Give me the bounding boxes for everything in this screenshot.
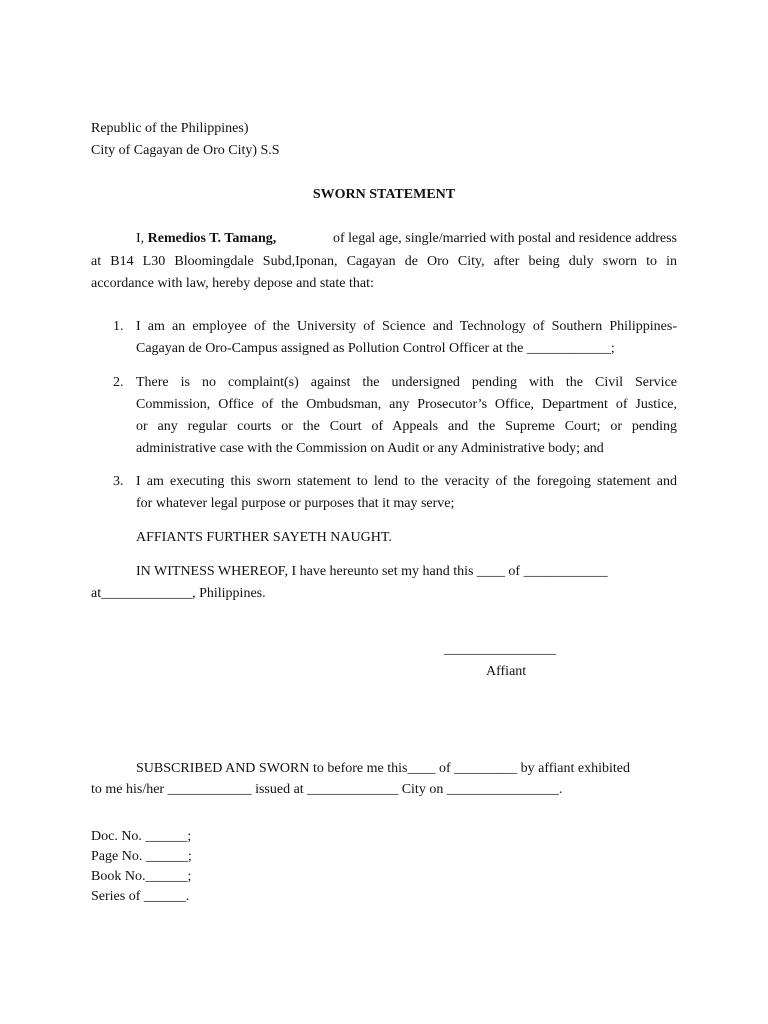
item-2-line-1: There is no complaint(s) against the undersigned pending with the Civil Service — [136, 375, 677, 390]
affiant-label: Affiant — [486, 664, 527, 679]
item-1-line-1: I am an employee of the University of Science and Technology of Southern Philippines- — [136, 319, 677, 334]
intro-line-1 — [136, 230, 677, 248]
document-title: SWORN STATEMENT — [312, 187, 456, 202]
header-republic: Republic of the Philippines) — [91, 121, 249, 136]
header-city: City of Cagayan de Oro City) S.S — [91, 143, 280, 158]
doc-no: Doc. No. ______; — [91, 829, 192, 844]
affiant-name: Remedios T. Tamang, — [147, 231, 277, 246]
item-1-line-2: Cagayan de Oro-Campus assigned as Pollution Control Officer at the ____________; — [136, 341, 615, 356]
subscribed-line-2: to me his/her ____________ issued at _____________ City on ________________. — [91, 782, 563, 797]
item-2-line-4: administrative case with the Commission on Audit or any Administrative body; and — [136, 441, 604, 456]
intro-line-3: accordance with law, hereby depose and state that: — [91, 276, 374, 291]
item-1-number: 1. — [113, 319, 124, 334]
series-of: Series of ______. — [91, 889, 190, 904]
item-2-line-3: or any regular courts or the Court of Appeals and the Supreme Court; or pending — [136, 419, 677, 434]
item-3-line-2: for whatever legal purpose or purposes that it may serve; — [136, 496, 455, 511]
page-no: Page No. ______; — [91, 849, 192, 864]
book-no: Book No.______; — [91, 869, 192, 884]
intro-line-2: at B14 L30 Bloomingdale Subd,Iponan, Cagayan de Oro City, after being duly sworn to in — [91, 254, 677, 269]
subscribed-line-1: SUBSCRIBED AND SWORN to before me this____ of _________ by affiant exhibited — [136, 761, 630, 776]
witness-line-1: IN WITNESS WHEREOF, I have hereunto set my hand this ____ of ____________ — [136, 564, 608, 579]
item-3-line-1: I am executing this sworn statement to lend to the veracity of the foregoing statement and — [136, 474, 677, 489]
intro-line-1-rest: of legal age, single/married with postal and residence address — [332, 231, 677, 246]
item-2-number: 2. — [113, 375, 124, 390]
intro-i: I, — [136, 231, 148, 246]
affiants-further: AFFIANTS FURTHER SAYETH NAUGHT. — [136, 530, 392, 545]
signature-line: ________________ — [444, 642, 556, 657]
item-2-line-2: Commission, Office of the Ombudsman, any Prosecutor’s Office, Department of Justice, — [136, 397, 677, 412]
witness-line-2: at_____________, Philippines. — [91, 586, 266, 601]
item-3-number: 3. — [113, 474, 124, 489]
